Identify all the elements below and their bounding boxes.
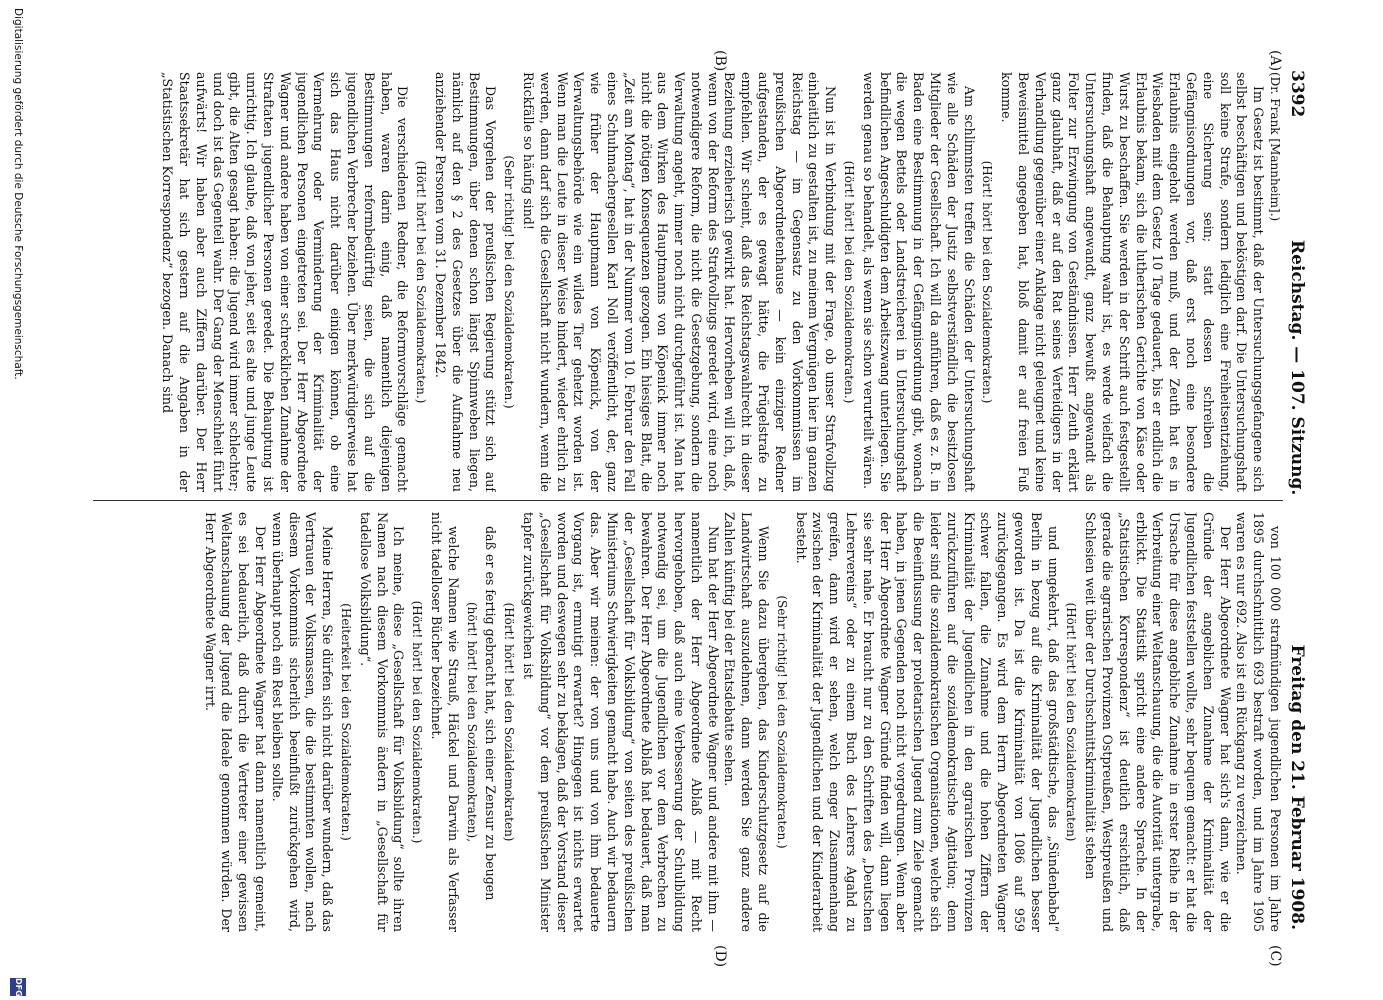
right-text-column (93, 512, 1283, 932)
paragraph: Das Vorgehen der preußischen Regierung stützt sich auf Bestimmungen, über denen schon längst Spinnweben liegen, nämlich auf den § 2 des Gesetzes über die Aufnahme neu anziehender Personen vom 31. Dezember 1842. (432, 72, 499, 492)
left-text-column (93, 72, 1283, 492)
interjection: (Hört! hört! bei den Sozialdemokraten.) (980, 160, 995, 404)
paragraph: Im Gesetz ist bestimmt, daß der Untersuchungsgefangene sich selbst beschäftigen und beköstigen darf. Die Untersuchungshaft soll keine Strafe, sondern lediglich eine Freiheitsentziehung, eine Sicherung sein; statt dessen schreiben die Gefängnisordnungen vor, daß erst noch eine besondere Erlaubnis eingeholt werden muß, und der Zeuth hat es in Wiesbaden mit dem Gesetz 10 Tage gedauert, bis er endlich die Erlaubnis bekam, sich die lutherischen Gerichte von Käse oder Wurst zu beschaffen. Sie werden in der Schrift auch festgestellt finden, daß die Behauptung wahr ist, es werde vielfach die Untersuchungshaft angewandt, ganz bewußt angewandt als Folter zur Erzwingung von Geständnissen. Herr Zeuth erklärt ganz glaubhaft, daß er auf den Rat seines Verteidigers in der Verhandlung gegenüber einer Anklage nicht geleugnet und keine Beweismittel angegeben hat, bloß damit er auf freien Fuß komme. (999, 72, 1267, 492)
interjection: (Hört! hört! bei den Sozialdemokraten.) (410, 600, 425, 844)
digitization-credit: Digitalisierung gefördert durch die Deutsche Forschungsgemeinschaft. (12, 8, 24, 380)
paragraph: welche Namen wie Strauß, Häckel und Darwin als Verfasser nicht tadelloser Bücher bezeichnet. (428, 512, 461, 932)
interjection: (Sehr richtig! bei den Sozialdemokraten.) (502, 155, 517, 409)
paragraph: Der Herr Abgeordnete Wagner hat sich's dann, wie er die Gründe der angeblichen Zunahme der Kriminalität der Jugendlichen feststellen wollte, sehr bequem gemacht: er hat die Ursache für diese angebliche Zunahme in erster Reihe in der Verbreitung einer Weltanschauung, die die Autorität untergrabe, erblickt. Die Statistik spricht eine andere Sprache. In der „Statistischen Korrespondenz“ ist deutlich ersichtlich, daß gerade die agrarischen Provinzen Ostpreußen, Westpreußen und Schlesien weit über der Durchschnittskriminalität stehen (1083, 512, 1233, 932)
paragraph: und umgekehrt, daß das großstädtische, das „Sündenbabel“ Berlin in bezug auf die Kriminalität der Jugendlichen besser geworden ist. Da ist die Kriminalität von 1086 auf 959 zurückgegangen. Es wird dem Herrn Abgeordneten Wagner schwer fallen, die Zunahme und die hohen Ziffern der Kriminalität der Jugendlichen in den agrarischen Provinzen zurückzuführen auf die sozialdemokratische Agitation; denn leider sind die sozialdemokratischen Organisationen, welche sich die Beeinflussung der proletarischen Jugend zum Ziele gemacht haben, in jenen Gegenden noch nicht vorgedrungen. Wenn aber der Herr Abgeordnete Wagner Gründe finden will, dann liegen sie sehr nahe. Er braucht nur zu den Schriften des „Deutschen Lehrervereins“ oder zu einem Buch des Lehrers Agahd zu greifen, dann wird er sehen, welch enger Zusammenhang zwischen der Kriminalität der Jugendlichen und der Kinderarbeit besteht. (793, 512, 1061, 932)
paragraph: Nun hat der Herr Abgeordnete Wagner und andere mit ihm — namentlich der Herr Abgeordnete Ablaß — mit Recht hervorgehoben, daß auch eine Verbesserung der Schulbildung notwendig sei, um die Jugendlichen vor dem Verbrechen zu bewahren. Der Herr Abgeordnete Ablaß hat bedauert, daß man der „Gesellschaft für Volksbildung“ von seiten des preußischen Ministeriums Schwierigkeiten gemacht habe. Auch wir bedauern das. Aber wir meinen: der von uns und von ihm bedauerte Vorgang ist, ermutigt erwartet? Hingegen ist nichts erwartet worden und deswegen sehr zu beklagen, daß der Vorstand dieser „Gesellschaft für Volksbildung“ vor dem preußischen Minister tapfer zurückgewichen ist (520, 512, 721, 932)
margin-marker-b: (B) (712, 50, 728, 72)
paragraph: Am schlimmsten treffen die Schäden der Untersuchungshaft wie alle Schäden der Justiz selbstverständlich die besitzlosen Mitglieder der Gesellschaft. Ich will da anführen, daß es z. B. in Baden eine Bestimmung in der Gefängnisordnung gibt, wonach die wegen Bettels oder Landstreicherei in Untersuchungshaft befindlichen Angeschuldigten dem Arbeitszwang unterliegen. Sie werden genau so behandelt, als wenn sie schon verurteilt wären. (860, 72, 977, 492)
session-date: Freitag den 21. Februar 1908. (1287, 644, 1307, 930)
paragraph: daß er es fertig gebracht hat, sich einer Zensur zu beugen (483, 526, 499, 901)
column-divider (93, 500, 1283, 501)
interjection: (Hört! hört! bei den Sozialdemokraten.) (414, 160, 429, 404)
page-number: 3392 (1287, 70, 1307, 118)
margin-marker-c: (C) (1267, 945, 1283, 967)
interjection: (Hört! hört! bei den Sozialdemokraten) (1064, 602, 1079, 842)
page-footer (4, 0, 28, 1000)
page-header (1283, 70, 1307, 930)
interjection: (Hört! hört! bei den Sozialdemokraten.) (842, 160, 857, 404)
paragraph: Wenn Sie dazu übergehen, das Kinderschutzgesetz auf die Landwirtschaft auszudehnen, dann werden Sie ganz andere Zahlen künftig bei der Etatsdebatte sehen. (722, 512, 772, 932)
paragraph: Nun ist in Verbindung mit der Frage, ob unser Strafvollzug einheitlich zu gestalten ist, zu meinem Vergnügen hier im ganzen Reichstag — im Gegensatz zu den Vorkommnissen im preußischen Abgeordnetenhause — kein einziger Redner aufgestanden, der es gewagt hätte, die Prügelstrafe zu empfehlen. Wir scheint, daß das Reichstagswahlrecht in dieser Beziehung erzieherisch gewirkt hat. Hervorheben will ich, daß, wenn von der Reform des Strafvollzugs geredet wird, eine noch notwendigere Reform, die nicht die Gesetzgebung, sondern die Verwaltung angeht, immer noch nicht durchgeführt ist. Man hat aus dem Wirken des Hauptmanns von Köpenick immer noch nicht die nötigen Konsequenzen gezogen. Ein hiesiges Blatt, die „Zeit am Montag“, hat in der Nummer vom 10. Februar den Fall eines Schuhmachergesellen Karl Noll veröffentlicht, der, ganz wie früher der Hauptmann von Köpenick, von der Verwaltungsbehörde wie ein wildes Tier gehetzt worden ist. Wenn man die Leute in dieser Weise hindert, wieder ehrlich zu werden, dann darf sich die Gesellschaft nicht wundern, wenn die Rückfälle so häufig sind! (520, 72, 839, 492)
interjection: (Hört! hört! bei den Sozialdemokraten) (502, 602, 517, 842)
paragraph: von 100 000 strafmündigen jugendlichen Personen im Jahre 1895 durchschnittlich 693 bestraft worden, und im Jahre 1905 waren es nur 692. Also ist ein Rückgang zu verzeichnen. (1234, 512, 1283, 932)
margin-marker-a: (A) (1267, 50, 1283, 72)
paragraph: Der Herr Abgeordnete Wagner hat dann namentlich gemeint, es sei bedauerlich, daß durch die Vertreter einer gewissen Weltanschauung der Jugend die Ideale genommen würden. Der Herr Abgeordnete Wagner irrt. (202, 512, 268, 932)
page-title: Reichstag. — 107. Sitzung. (1287, 240, 1307, 496)
dfg-logo: DFG (10, 978, 26, 996)
paragraph: Meine Herren, Sie dürfen sich nicht darüber wundern, daß das Vertrauen der Volksmassen, die die bestimmten wollen, nach diesem Vorkommnis sicherlich beeinflußt zurückgehen wird, wenn überhaupt noch ein Rest bleiben sollte. (269, 512, 336, 932)
interjection: (Heiterkeit bei den Sozialdemokraten.) (338, 603, 353, 841)
interjection: (Sehr richtig! bei den Sozialdemokraten.) (774, 595, 789, 849)
margin-marker-d: (D) (712, 945, 728, 968)
interjection: (hört! hört! bei den Sozialdemokraten), (464, 601, 479, 843)
speaker-label: (Dr. Frank [Mannheim].) (1268, 72, 1282, 222)
paragraph: Ich meine, diese „Gesellschaft für Volksbildung“ sollte ihren Namen nach diesem Vorkommnis ändern in „Gesellschaft für tadellose Volksbildung“. (357, 512, 407, 932)
paragraph: Die verschiedenen Redner, die Reformvorschläge gemacht haben, waren darin einig, daß namentlich diejenigen Bestimmungen reformbedürftig seien, die sich auf die jugendlichen Verbrecher beziehen. Über merkwürdigerweise hat sich das Haus nicht darüber einigen können, ob eine Vermehrung oder Verminderung der Kriminalität der jugendlichen Personen eingetreten sei. Der Herr Abgeordnete Wagner und andere haben von einer schrecklichen Zunahme der Straftaten jugendlicher Personen geredet. Die Behauptung ist unrichtig. Ich glaube, daß von jeher, seit es alte und junge Leute gibt, die Alten gesagt haben: die Jugend wird immer schlechter; und doch ist das Gegenteil wahr. Der Gang der Menschheit führt aufwärts! Wir haben aber auch Ziffern darüber. Der Herr Staatssekretär hat sich gestern auf die Angaben in der „Statistischen Korrespondenz“ bezogen. Danach sind (160, 72, 411, 492)
